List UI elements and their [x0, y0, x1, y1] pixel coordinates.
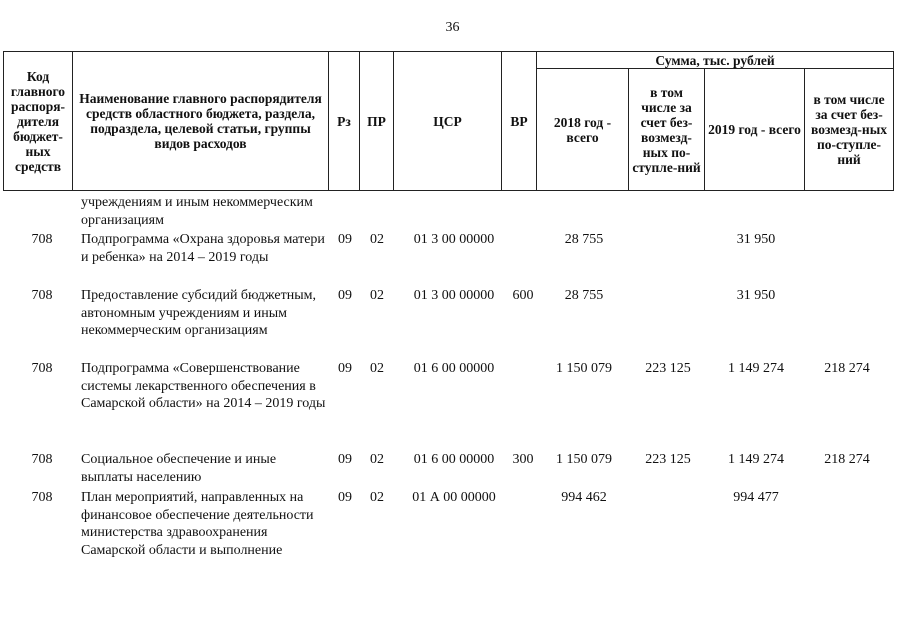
cell-pr: 02: [370, 361, 384, 376]
cell-rz: 09: [338, 490, 352, 505]
header-incl-2019: в том числе за счет без-возмезд-ных по-ступле-ний: [805, 69, 894, 191]
cell-rz: 09: [338, 452, 352, 467]
cell-incl-2018: 223 125: [645, 452, 691, 467]
cell-code: 708: [31, 232, 53, 247]
cell-incl-2018: 223 125: [645, 361, 691, 376]
header-code: Код главного распоря-дителя бюджет-ных средств: [4, 52, 73, 191]
cell-csr: 01 6 00 00000: [413, 361, 495, 376]
cell-total-2019: 1 149 274: [728, 452, 784, 467]
header-total-2018: 2018 год - всего: [537, 69, 629, 191]
cell-pr: 02: [370, 288, 384, 303]
header-pr: ПР: [360, 52, 394, 191]
cell-total-2018: 28 755: [564, 288, 604, 303]
header-name: Наименование главного распорядителя средств областного бюджета, раздела, подраздела, целевой статьи, группы видов расходов: [73, 52, 329, 191]
cell-name: Подпрограмма «Охрана здоровья матери и ребенка» на 2014 – 2019 годы: [81, 232, 325, 265]
header-vr: ВР: [502, 52, 537, 191]
cell-pr: 02: [370, 232, 384, 247]
cell-vr: 300: [512, 452, 534, 467]
cell-name: Подпрограмма «Совершенствование системы лекарственного обеспечения в Самарской области» на 2014 – 2019 годы: [81, 361, 326, 411]
continuation-text: учреждениям и иным некоммерческим организациям: [81, 195, 313, 228]
cell-name: Предоставление субсидий бюджетным, автономным учреждениям и иным некоммерческим организациям: [81, 288, 317, 338]
cell-name: План мероприятий, направленных на финансовое обеспечение деятельности министерства здравоохранения Самарской области и выполнение: [81, 490, 314, 558]
cell-total-2018: 28 755: [564, 232, 604, 247]
cell-total-2019: 1 149 274: [728, 361, 784, 376]
cell-pr: 02: [370, 452, 384, 467]
cell-csr: 01 А 00 00000: [412, 490, 496, 505]
cell-csr: 01 3 00 00000: [413, 232, 495, 247]
cell-name: Социальное обеспечение и иные выплаты населению: [81, 452, 277, 485]
header-csr: ЦСР: [394, 52, 502, 191]
cell-total-2018: 1 150 079: [556, 361, 612, 376]
cell-code: 708: [31, 288, 53, 303]
cell-rz: 09: [338, 361, 352, 376]
cell-code: 708: [31, 490, 53, 505]
cell-vr: 600: [512, 288, 534, 303]
header-sum-group: Сумма, тыс. рублей: [537, 52, 894, 69]
cell-rz: 09: [338, 232, 352, 247]
header-rz: Рз: [329, 52, 360, 191]
cell-incl-2019: 218 274: [824, 361, 870, 376]
cell-total-2018: 1 150 079: [556, 452, 612, 467]
header-total-2019: 2019 год - всего: [705, 69, 805, 191]
cell-pr: 02: [370, 490, 384, 505]
cell-total-2019: 31 950: [736, 232, 776, 247]
cell-csr: 01 3 00 00000: [413, 288, 495, 303]
cell-incl-2019: 218 274: [824, 452, 870, 467]
page-number: 36: [445, 20, 460, 35]
cell-code: 708: [31, 452, 53, 467]
cell-rz: 09: [338, 288, 352, 303]
cell-csr: 01 6 00 00000: [413, 452, 495, 467]
cell-total-2019: 31 950: [736, 288, 776, 303]
cell-code: 708: [31, 361, 53, 376]
header-incl-2018: в том числе за счет без-возмезд-ных по-ступле-ний: [629, 69, 705, 191]
cell-total-2018: 994 462: [561, 490, 607, 505]
cell-total-2019: 994 477: [733, 490, 779, 505]
